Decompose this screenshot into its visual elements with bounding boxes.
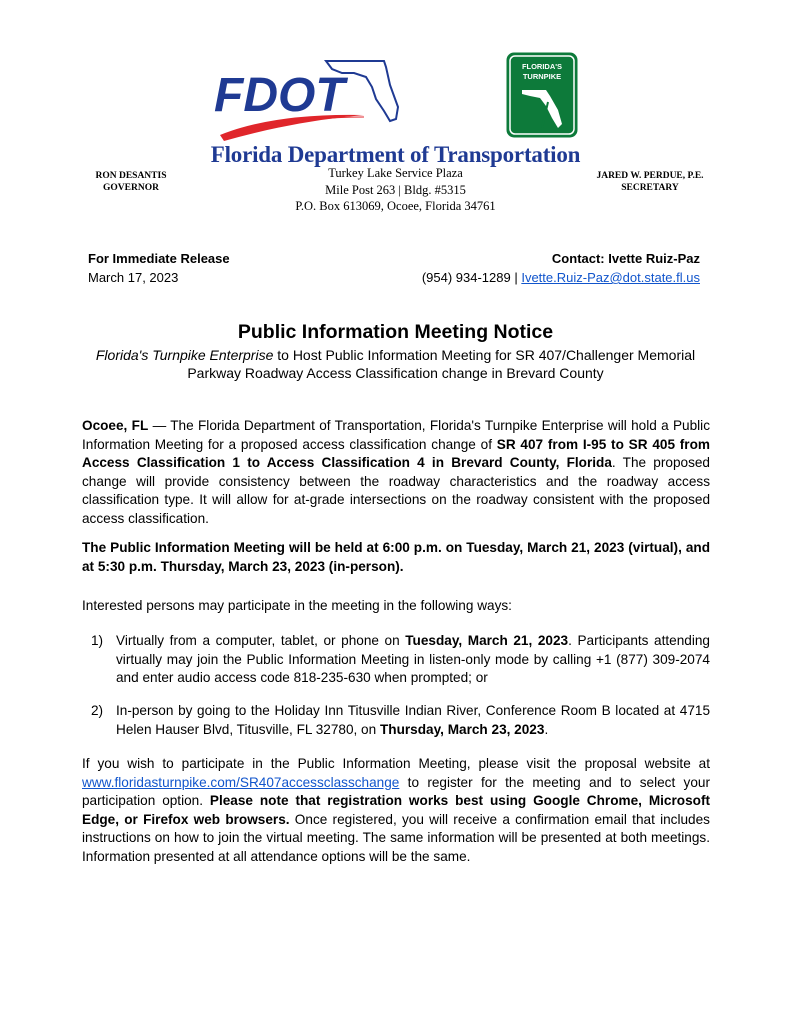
release-info: [88, 249, 230, 287]
closing-text: If you wish to participate in the Public Information Meeting, please visit the proposal website at: [82, 756, 710, 771]
contact-phone: (954) 934-1289 |: [421, 270, 518, 285]
closing-paragraph: [82, 755, 710, 866]
list-text-part: Virtually from a computer, tablet, or phone on: [116, 633, 406, 648]
address-line: P.O. Box 613069, Ocoee, Florida 34761: [295, 199, 496, 213]
agency-name: Florida Department of Transportation: [210, 142, 581, 167]
page-title: Public Information Meeting Notice: [237, 321, 554, 343]
subtitle-italic: Florida's Turnpike Enterprise: [95, 347, 274, 363]
subtitle: [90, 346, 701, 382]
dateline: Ocoee, FL: [82, 418, 149, 433]
secretary-title: SECRETARY: [621, 183, 679, 193]
closing-text: to register for the meeting and to select your participation option.: [82, 774, 710, 808]
intro-text: — The Florida Department of Transportation, Florida's Turnpike Enterprise will hold a Public Information Meeting for a proposed access classification change of: [82, 418, 711, 452]
intro-bold: SR 407 from I-95 to SR 405 from Access Classification 1 to Access Classification 4 in Brevard County, Florida: [82, 436, 710, 470]
contact-email-link[interactable]: Ivette.Ruiz-Paz@dot.state.fl.us: [521, 270, 700, 285]
list-date: Tuesday, March 21, 2023: [405, 633, 569, 648]
subtitle-text: to Host Public Information Meeting for SR 407/Challenger Memorial Parkway Roadway Access Classification change in Brevard County: [187, 347, 696, 381]
list-number: 2): [91, 703, 104, 718]
secretary-block: [586, 170, 714, 194]
list-text-part: In-person by going to the Holiday Inn Titusville Indian River, Conference Room B located at 4715 Helen Hauser Blvd, Titusville, FL 32780, on: [116, 703, 710, 737]
list-number: 1): [91, 633, 104, 648]
svg-text:FLORIDA'S: FLORIDA'S: [521, 62, 563, 71]
list-date: Thursday, March 23, 2023: [379, 721, 545, 737]
contact-info: [422, 249, 700, 287]
fdot-logo: [214, 55, 400, 141]
address-line: Turkey Lake Service Plaza: [328, 166, 463, 180]
turnpike-logo: [506, 52, 578, 138]
meeting-times: The Public Information Meeting will be held at 6:00 p.m. on Tuesday, March 21, 2023 (virtual), and at 5:30 p.m. Thursday, March 23, 2023 (in-person).: [82, 540, 710, 574]
address-line: Mile Post 263 | Bldg. #5315: [325, 182, 466, 197]
contact-label: Contact: Ivette Ruiz-Paz: [551, 251, 700, 266]
governor-title: GOVERNOR: [103, 183, 159, 193]
governor-name: RON DESANTIS: [95, 171, 167, 181]
list-text-part: .: [544, 721, 549, 737]
release-label: For Immediate Release: [88, 251, 230, 266]
browser-note: Please note that registration works best using Google Chrome, Microsoft Edge, or Firefox web browsers.: [82, 793, 711, 827]
closing-text: Once registered, you will receive a confirmation email that includes instructions on how to join the virtual meeting. The same information will be presented at both meetings. Information presented at all attendance options will be the same.: [82, 811, 710, 864]
secretary-name: JARED W. PERDUE, P.E.: [596, 171, 704, 181]
svg-text:TURNPIKE: TURNPIKE: [522, 72, 562, 81]
list-text: [116, 702, 710, 739]
intro-text: . The proposed change will provide consistency between the roadway characteristics and the roadway access classification type. It will allow for at-grade intersections on the roadway consistent with the proposed access classification.: [82, 455, 710, 526]
list-text: [116, 632, 710, 688]
ways-intro: Interested persons may participate in the meeting in the following ways:: [82, 598, 512, 613]
intro-paragraph: [82, 417, 710, 528]
contact-line: [422, 268, 700, 287]
proposal-website-link[interactable]: www.floridasturnpike.com/SR407accessclasschange: [82, 774, 400, 790]
fdot-wordmark: FDOT: [214, 69, 345, 122]
list-text-part: . Participants attending virtually may join the Public Information Meeting in listen-only mode by calling +1 (877) 309-2074 and enter audio access code 818-235-630 when prompted; or: [116, 633, 710, 685]
release-date: March 17, 2023: [88, 270, 179, 285]
